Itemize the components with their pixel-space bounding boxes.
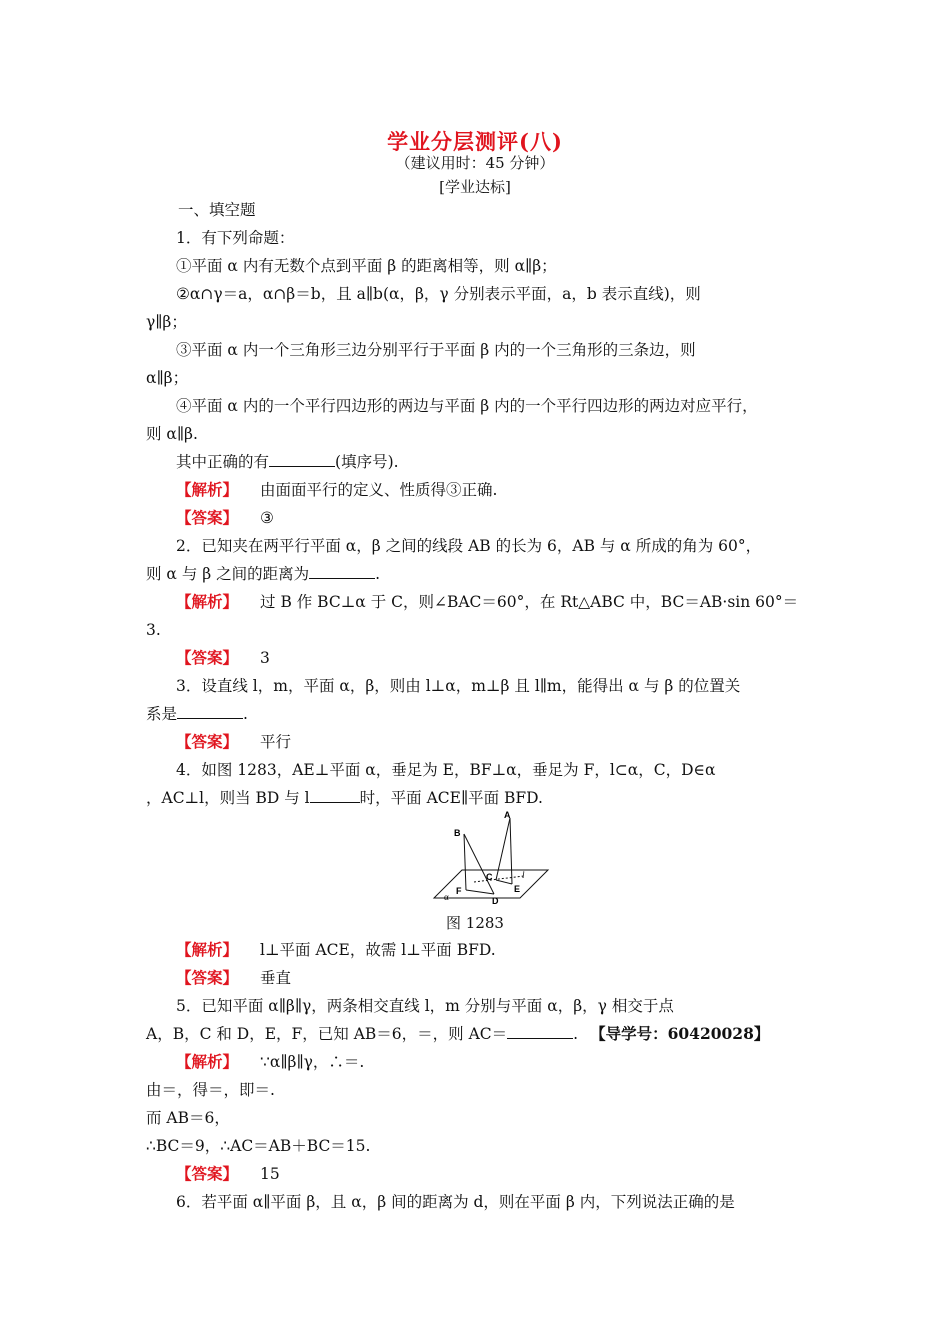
- q1-item-2: ②α∩γ＝a，α∩β＝b，且 a∥b(α，β，γ 分别表示平面，a，b 表示直线)，则: [176, 285, 701, 303]
- label-e: E: [514, 884, 521, 894]
- q1-analysis: [176, 480, 497, 500]
- q5-stem: 5．已知平面 α∥β∥γ，两条相交直线 l，m 分别与平面 α，β，γ 相交于点: [176, 997, 674, 1015]
- q1-item-2-cont: γ∥β；: [146, 313, 187, 331]
- q1-item-3: ③平面 α 内一个三角形三边分别平行于平面 β 内的一个三角形的三条边，则: [176, 341, 696, 359]
- q3-prompt: [146, 704, 248, 724]
- q5-step-2: 而 AB＝6，: [146, 1109, 230, 1127]
- q5-answer: [176, 1164, 280, 1184]
- q6-stem: 6．若平面 α∥平面 β，且 α，β 间的距离为 d，则在平面 β 内，下列说法正确的是: [176, 1193, 735, 1211]
- q2-analysis-cont: 3.: [146, 621, 161, 639]
- q2-prompt-end: .: [375, 565, 381, 583]
- q5-step-3: ∴BC＝9，∴AC＝AB＋BC＝15.: [146, 1137, 371, 1155]
- q4-prompt: [146, 788, 543, 808]
- analysis-tag: 【解析】: [176, 480, 239, 499]
- q1-item-3-cont: α∥β；: [146, 369, 189, 387]
- q4-stem: 4．如图 1283，AE⊥平面 α，垂足为 E，BF⊥α，垂足为 F，l⊂α，C，D∈α: [176, 761, 716, 779]
- q5-prompt-end: .: [573, 1025, 579, 1043]
- label-b: B: [454, 828, 461, 838]
- q2-analysis-text: 过 B 作 BC⊥α 于 C，则∠BAC＝60°，在 Rt△ABC 中，BC＝AB·sin 60°＝: [260, 593, 799, 611]
- q3-prompt-end: .: [243, 705, 248, 723]
- analysis-tag: 【解析】: [176, 1052, 239, 1071]
- q5-analysis: [176, 1052, 364, 1072]
- q1-prompt-end: (填序号).: [335, 453, 399, 471]
- q4-analysis-text: l⊥平面 ACE，故需 l⊥平面 BFD.: [260, 941, 496, 959]
- answer-tag: 【答案】: [176, 968, 239, 987]
- part-heading: 一、填空题: [178, 201, 256, 219]
- q1-analysis-text: 由面面平行的定义、性质得③正确.: [260, 481, 498, 499]
- q1-answer: [176, 508, 274, 528]
- q4-answer-text: 垂直: [260, 969, 292, 987]
- label-f: F: [456, 886, 462, 896]
- q5-answer-blank: [507, 1024, 573, 1039]
- q5-answer-text: 15: [260, 1165, 280, 1183]
- suggested-time: （建议用时：45 分钟）: [395, 154, 555, 172]
- q5-prompt: [146, 1024, 769, 1044]
- q4-prompt-end: 时，平面 ACE∥平面 BFD.: [359, 789, 543, 807]
- q2-stem: 2．已知夹在两平行平面 α，β 之间的线段 AB 的长为 6，AB 与 α 所成的角为 60°，: [176, 537, 762, 555]
- segment-ce: [496, 880, 512, 884]
- q1-prompt-text: 其中正确的有: [176, 453, 270, 471]
- label-alpha: α: [444, 892, 449, 902]
- q4-analysis: [176, 940, 496, 960]
- q2-prompt-text: 则 α 与 β 之间的距离为: [146, 565, 310, 583]
- page-title: 学业分层测评(八): [387, 129, 563, 154]
- answer-tag: 【答案】: [176, 508, 239, 527]
- q5-prompt-text: A，B，C 和 D，E，F，已知 AB＝6，＝，则 AC＝: [146, 1025, 508, 1043]
- q1-answer-text: ③: [260, 509, 274, 527]
- q1-answer-blank: [269, 452, 335, 467]
- answer-tag: 【答案】: [176, 1164, 239, 1183]
- q5-step-1: 由＝，得＝，即＝.: [146, 1081, 275, 1099]
- q5-analysis-text: ∵α∥β∥γ，∴＝.: [260, 1053, 365, 1071]
- analysis-tag: 【解析】: [176, 592, 239, 611]
- label-c: C: [486, 872, 493, 882]
- q2-analysis: [176, 592, 798, 612]
- q3-answer: [176, 732, 291, 752]
- q2-answer-blank: [309, 564, 375, 579]
- q4-answer-blank: [310, 788, 360, 803]
- q3-stem: 3．设直线 l，m，平面 α，β，则由 l⊥α，m⊥β 且 l∥m，能得出 α 与 β 的位置关: [176, 677, 741, 695]
- answer-tag: 【答案】: [176, 732, 239, 751]
- q4-answer: [176, 968, 291, 988]
- segment-ae: [510, 818, 512, 884]
- q2-prompt: [146, 564, 380, 584]
- segment-ac: [496, 818, 510, 880]
- label-l: l: [522, 870, 525, 880]
- q2-answer-text: 3: [260, 649, 270, 667]
- q1-item-4-cont: 则 α∥β.: [146, 425, 198, 443]
- label-a: A: [504, 810, 511, 820]
- label-d: D: [492, 896, 499, 906]
- geometry-figure: [424, 808, 554, 908]
- q1-item-1: ①平面 α 内有无数个点到平面 β 的距离相等，则 α∥β；: [176, 257, 557, 275]
- q2-answer: [176, 648, 270, 668]
- answer-tag: 【答案】: [176, 648, 239, 667]
- q3-answer-text: 平行: [260, 733, 292, 751]
- guide-number: 【导学号：60420028】: [590, 1024, 770, 1043]
- segment-bf: [464, 834, 466, 890]
- q4-prompt-text: ，AC⊥l，则当 BD 与 l: [146, 789, 310, 807]
- q1-stem: 1．有下列命题：: [176, 229, 295, 247]
- segment-bd: [464, 834, 494, 894]
- q1-item-4: ④平面 α 内的一个平行四边形的两边与平面 β 内的一个平行四边形的两边对应平行，: [176, 397, 758, 415]
- segment-fd: [466, 890, 494, 894]
- q3-prompt-text: 系是: [146, 705, 178, 723]
- q3-answer-blank: [177, 704, 243, 719]
- analysis-tag: 【解析】: [176, 940, 239, 959]
- q1-prompt: [176, 452, 399, 472]
- figure-caption: 图 1283: [446, 914, 504, 932]
- section-heading: [学业达标]: [439, 178, 511, 196]
